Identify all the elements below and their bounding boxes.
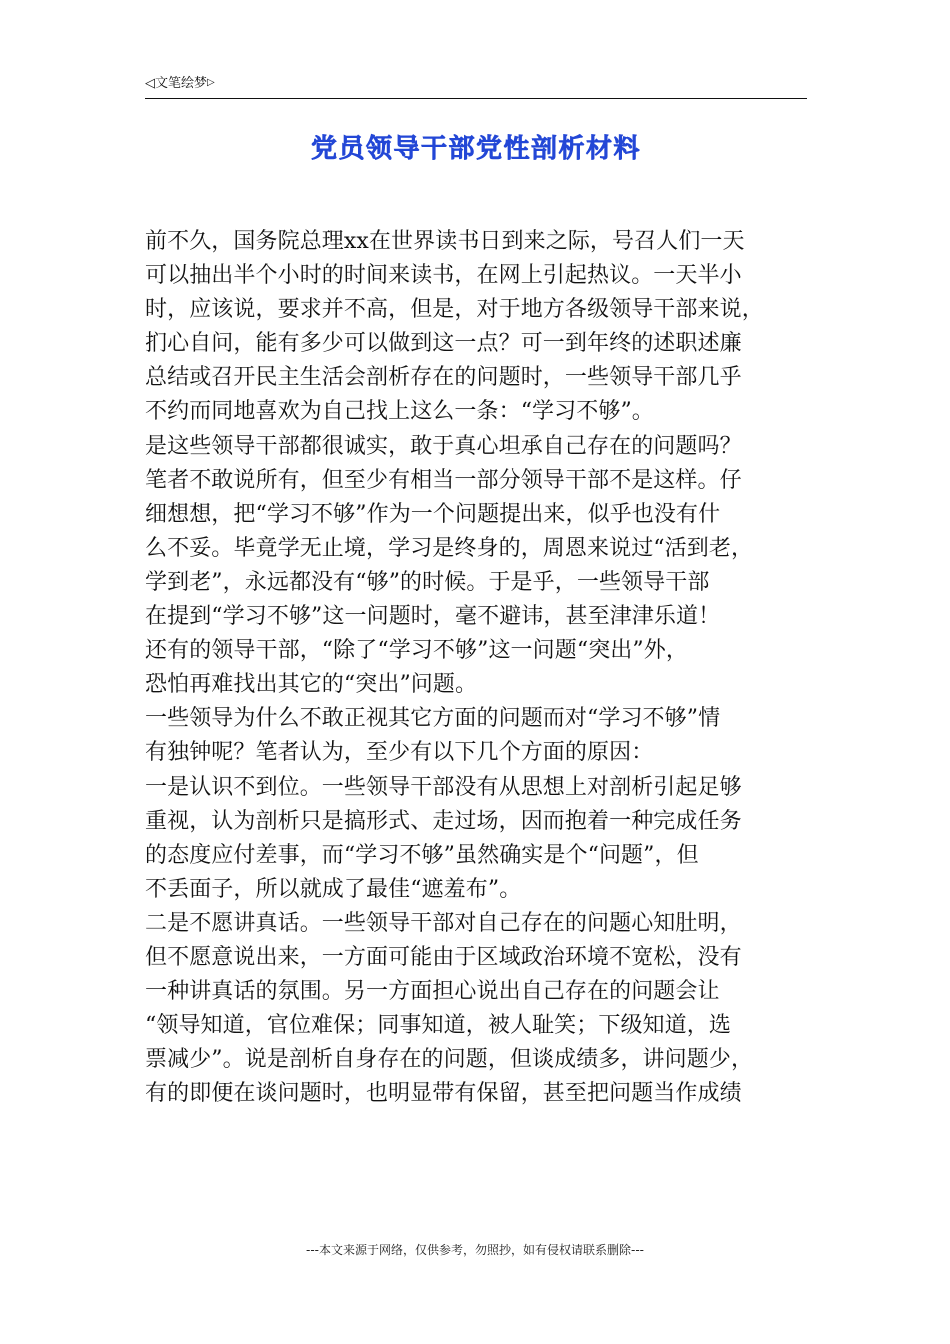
right-triangle-icon: ▷: [207, 77, 215, 88]
left-triangle-icon: ◁: [145, 76, 155, 91]
body-line: 前不久，国务院总理xx在世界读书日到来之际，号召人们一天: [145, 229, 745, 254]
brand-mark: [145, 76, 215, 93]
body-line: 恐怕再难找出其它的“突出”问题。: [145, 672, 478, 698]
brand-text: 文笔绘梦: [155, 76, 208, 91]
page-header: [145, 74, 807, 99]
body-line: 有独钟呢？笔者认为，至少有以下几个方面的原因：: [145, 740, 654, 766]
body-line: 总结或召开民主生活会剖析存在的问题时，一些领导干部几乎: [145, 365, 742, 391]
page-footer: ---本文来源于网络，仅供参考，勿照抄，如有侵权请联系删除---: [306, 1243, 644, 1257]
body-line: 是这些领导干部都很诚实，敢于真心坦承自己存在的问题吗？: [145, 433, 742, 459]
body-line: 扪心自问，能有多少可以做到这一点？可一到年终的述职述廉: [145, 331, 742, 357]
body-line: 还有的领导干部，“除了“学习不够”这一问题“突出”外，: [145, 638, 688, 664]
body-line: 重视，认为剖析只是搞形式、走过场，因而抱着一种完成任务: [145, 808, 742, 834]
body-line: 学到老”，永远都没有“够”的时候。于是乎，一些领导干部: [145, 569, 710, 595]
body-line: “领导知道，官位难保；同事知道，被人耻笑；下级知道，选: [145, 1013, 731, 1039]
body-line: 一些领导为什么不敢正视其它方面的问题而对“学习不够”情: [145, 706, 721, 732]
body-line: 二是不愿讲真话。一些领导干部对自己存在的问题心知肚明，: [145, 910, 742, 936]
body-line: 时，应该说，要求并不高，但是，对于地方各级领导干部来说，: [145, 297, 764, 323]
body-line: 可以抽出半个小时的时间来读书，在网上引起热议。一天半小: [145, 263, 742, 289]
document-title: 党员领导干部党性剖析材料: [310, 134, 641, 164]
body-line: 但不愿意说出来，一方面可能由于区域政治环境不宽松，没有: [145, 944, 742, 970]
body-line: 在提到“学习不够”这一问题时，毫不避讳，甚至津津乐道！: [145, 604, 721, 630]
body-line: 的态度应付差事，而“学习不够”虽然确实是个“问题”，但: [145, 842, 699, 868]
body-line: 有的即便在谈问题时，也明显带有保留，甚至把问题当作成绩: [145, 1081, 742, 1107]
body-line: 笔者不敢说所有，但至少有相当一部分领导干部不是这样。仔: [145, 467, 742, 493]
body-line: 不约而同地喜欢为自己找上这么一条：“学习不够”。: [145, 399, 654, 425]
body-line: 不丢面子，所以就成了最佳“遮羞布”。: [145, 876, 522, 902]
body-line: 一种讲真话的氛围。另一方面担心说出自己存在的问题会让: [145, 979, 720, 1005]
body-line: 票减少”。说是剖析自身存在的问题，但谈成绩多，讲问题少，: [145, 1047, 754, 1073]
body-line: 么不妥。毕竟学无止境，学习是终身的，周恩来说过“活到老，: [145, 535, 754, 561]
document-body: [145, 225, 807, 1111]
body-line: 一是认识不到位。一些领导干部没有从思想上对剖析引起足够: [145, 774, 742, 800]
body-line: 细想想，把“学习不够”作为一个问题提出来，似乎也没有什: [145, 501, 721, 527]
